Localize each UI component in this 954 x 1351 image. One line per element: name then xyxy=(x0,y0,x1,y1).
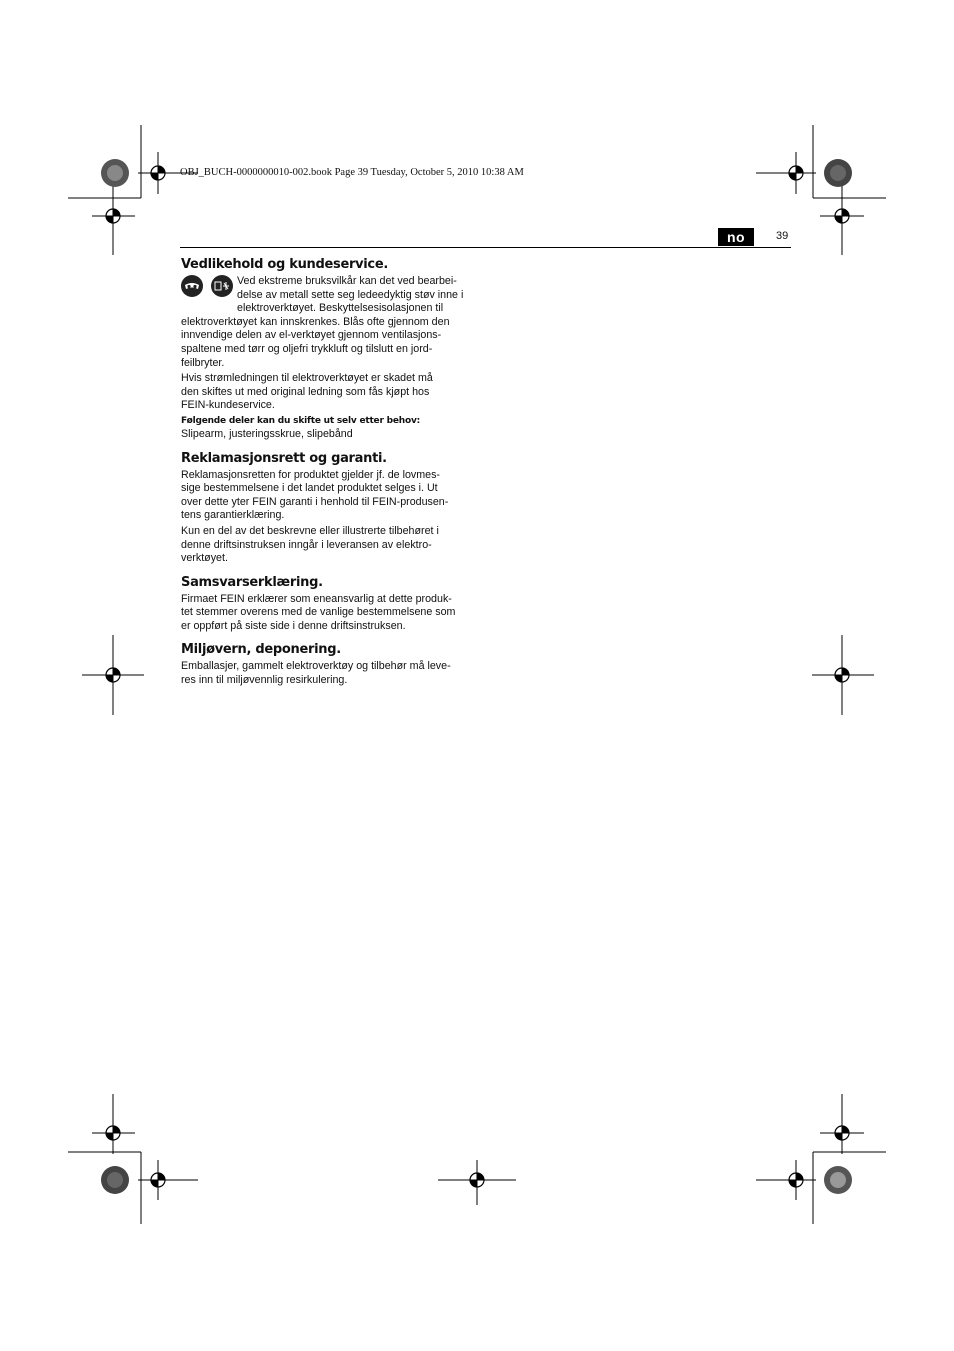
warranty-paragraph-1: Reklamasjonsretten for produktet gjelder jf. de lovmes- sige bestemmelsene i det landet produktet selges i. Ut over dette yter FEIN garanti i henhold til FEIN-produsen- tens garantierklæring. xyxy=(181,468,449,522)
section-title: Reklamasjonsrett og garanti. xyxy=(181,450,387,466)
maintenance-paragraph-2: Hvis strømledningen til elektroverktøyet er skadet må den skiftes ut med original ledning som fås kjøpt hos FEIN-kundeservice. xyxy=(181,372,433,412)
section-title: Vedlikehold og kundeservice. xyxy=(181,257,388,272)
page-number: 39 xyxy=(776,230,789,242)
safety-icons xyxy=(181,275,235,303)
print-info: OBJ_BUCH-0000000010-002.book Page 39 Tuesday, October 5, 2010 10:38 AM xyxy=(180,167,524,178)
conformity-paragraph: Firmaet FEIN erklærer som eneansvarlig at dette produk- tet stemmer overens med de vanlige bestemmelsene som er oppført på siste side i denne driftsinstruksen. xyxy=(181,592,456,632)
goggles-icon xyxy=(181,275,203,297)
header-rule xyxy=(180,247,791,248)
section-maintenance xyxy=(181,256,481,442)
warranty-paragraph-2: Kun en del av det beskrevne eller illustrerte tilbehøret i denne driftsinstruksen inngår i leveransen av elektro- verktøyet. xyxy=(181,524,439,565)
environment-paragraph: Emballasjer, gammelt elektroverktøy og tilbehør må leve- res inn til miljøvennlig resirkulering. xyxy=(181,660,451,687)
replaceable-parts-list: Slipearm, justeringsskrue, slipebånd xyxy=(181,427,353,440)
ground-fault-breaker-icon xyxy=(211,275,233,297)
language-badge: no xyxy=(718,228,754,246)
section-title: Samsvarserklæring. xyxy=(181,574,323,590)
section-environment xyxy=(181,641,481,687)
replaceable-parts-heading: Følgende deler kan du skifte ut selv etter behov: xyxy=(181,415,421,426)
section-warranty xyxy=(181,450,481,566)
section-conformity xyxy=(181,574,481,634)
main-column xyxy=(181,256,481,696)
maintenance-paragraph-1: Ved ekstreme bruksvilkår kan det ved bearbei- delse av metall sette seg ledeedyktig støv inne i elektroverktøyet. Beskyttelsesisolasjonen til elektroverktøyet kan innskrenkes. Blås ofte gjennom den innvendige delen av el-verktøyet gjennom ventilasjons- spaltene med tørr og oljefri trykkluft og tilslutt en jord- feilbryter. xyxy=(181,275,464,369)
section-title: Miljøvern, deponering. xyxy=(181,642,341,658)
